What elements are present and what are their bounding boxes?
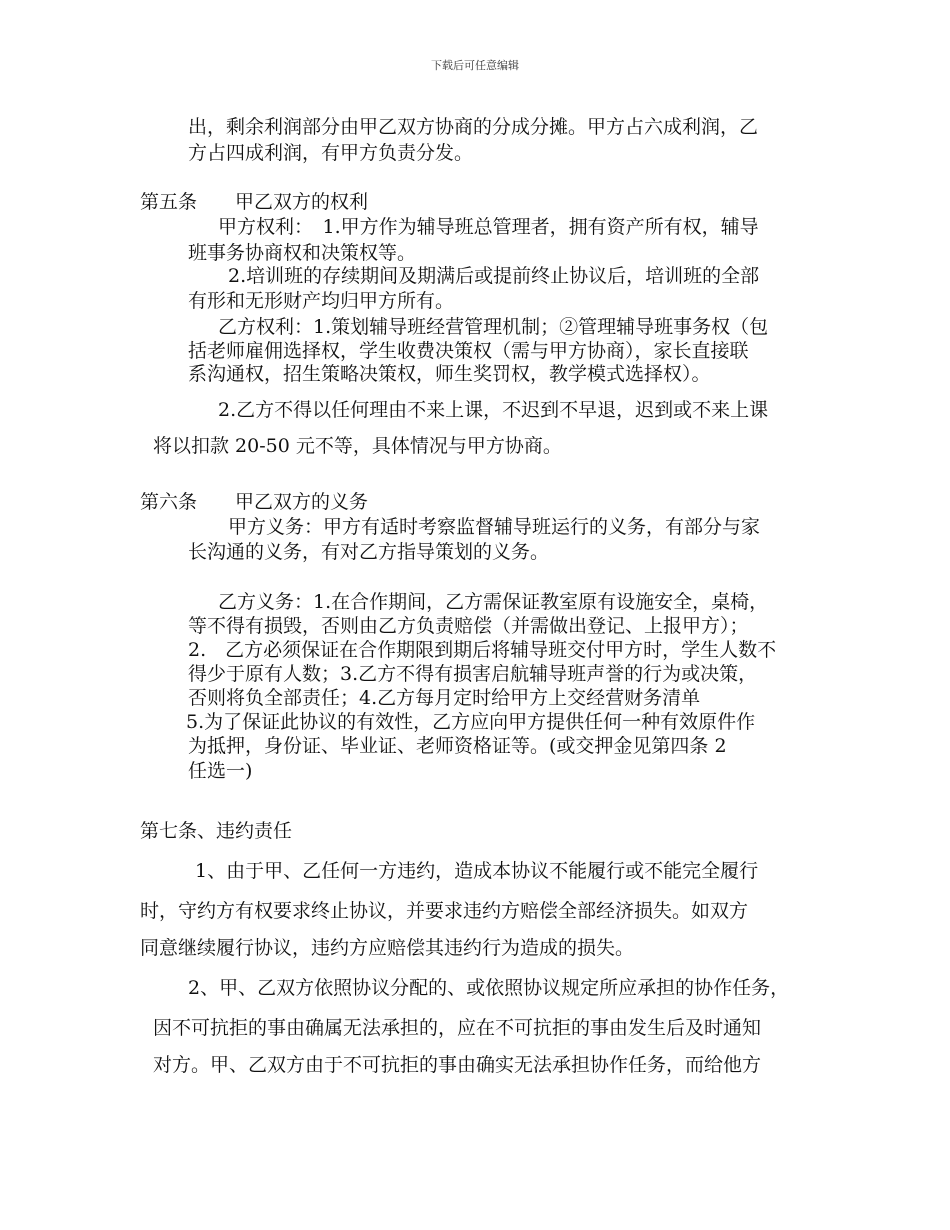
text-line-1: 出，剩余利润部分由甲乙双方协商的分成分摊。甲方占六成利润，乙 xyxy=(188,116,759,138)
text-line-21: 5.为了保证此协议的有效性，乙方应向甲方提供任何一种有效原件作 xyxy=(186,711,756,733)
text-line-14: 甲方义务：甲方有适时考察监督辅导班运行的义务，有部分与家 xyxy=(228,516,761,538)
text-line-26: 时，守约方有权要求终止协议，并要求违约方赔偿全部经济损失。如双方 xyxy=(140,900,749,922)
text-line-18: 2. 乙方必须保证在合作期限到期后将辅导班交付甲方时，学生人数不 xyxy=(188,639,777,661)
text-line-5: 班事务协商权和决策权等。 xyxy=(188,242,417,264)
text-line-29: 因不可抗拒的事由确属无法承担的，应在不可抗拒的事由发生后及时通知 xyxy=(153,1017,762,1039)
text-line-23: 任选一) xyxy=(188,760,253,782)
text-line-15: 长沟通的义务，有对乙方指导策划的义务。 xyxy=(188,541,550,563)
text-line-17: 等不得有损毁，否则由乙方负责赔偿（并需做出登记、上报甲方）； xyxy=(188,615,749,637)
text-line-4: 甲方权利： 1.甲方作为辅导班总管理者，拥有资产所有权，辅导 xyxy=(218,216,759,238)
text-line-2: 方占四成利润，有甲方负责分发。 xyxy=(188,142,474,164)
text-line-19: 得少于原有人数；3.乙方不得有损害启航辅导班声誉的行为或决策， xyxy=(188,663,758,685)
text-line-11: 2.乙方不得以任何理由不来上课，不迟到不早退，迟到或不来上课 xyxy=(218,399,769,421)
article-6-heading: 第六条 甲乙双方的义务 xyxy=(140,491,369,513)
text-line-6: 2.培训班的存续期间及期满后或提前终止协议后，培训班的全部 xyxy=(228,265,760,287)
text-line-20: 否则将负全部责任；4.乙方每月定时给甲方上交经营财务清单 xyxy=(188,687,701,709)
text-line-25: 1、由于甲、乙任何一方违约，造成本协议不能履行或不能完全履行 xyxy=(195,860,759,882)
article-7-heading: 第七条、违约责任 xyxy=(140,820,293,842)
text-line-8: 乙方权利：1.策划辅导班经营管理机制；②管理辅导班事务权（包 xyxy=(218,316,769,338)
text-line-16: 乙方义务：1.在合作期间，乙方需保证教室原有设施安全，桌椅， xyxy=(218,591,769,613)
text-line-27: 同意继续履行协议，违约方应赔偿其违约行为造成的损失。 xyxy=(140,937,635,959)
text-line-12: 将以扣款 20-50 元不等，具体情况与甲方协商。 xyxy=(153,435,562,457)
text-line-9: 括老师雇佣选择权，学生收费决策权（需与甲方协商），家长直接联 xyxy=(188,340,749,362)
text-line-22: 为抵押，身份证、毕业证、老师资格证等。(或交押金见第四条 2 xyxy=(188,735,727,757)
text-line-10: 系沟通权，招生策略决策权，师生奖罚权，教学模式选择权）。 xyxy=(188,363,711,385)
text-line-30: 对方。甲、乙双方由于不可抗拒的事由确实无法承担协作任务，而给他方 xyxy=(153,1054,762,1076)
page-header: 下载后可任意编辑 xyxy=(431,59,519,72)
text-line-7: 有形和无形财产均归甲方所有。 xyxy=(188,290,455,312)
text-line-28: 2、甲、乙双方依照协议分配的、或依照协议规定所应承担的协作任务， xyxy=(188,977,790,999)
article-5-heading: 第五条 甲乙双方的权利 xyxy=(140,191,369,213)
